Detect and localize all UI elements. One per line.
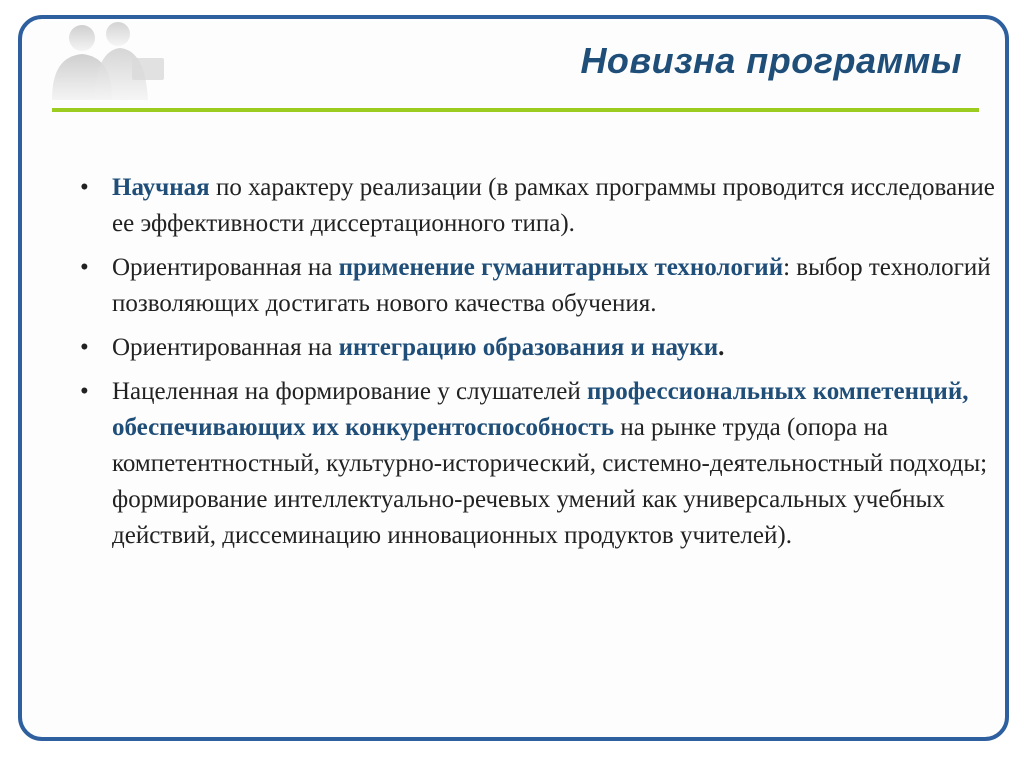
bullet-text: по характеру реализации (в рамках программы проводится исследование ее эффективности диссертационного типа). <box>112 174 995 237</box>
bullet-prefix: Ориентированная на <box>112 334 339 361</box>
bullet-dot: • <box>80 254 89 281</box>
bullet-emphasis: профессиональных компетенций, обеспечивающих их конкурентоспособность <box>112 378 969 441</box>
bullet-list <box>80 170 1000 562</box>
slide-title: Новизна программы <box>580 40 962 81</box>
bullet-emphasis: Научная <box>112 174 210 201</box>
bullet-item <box>80 170 1000 242</box>
bullet-prefix: Нацеленная на формирование у слушателей <box>112 378 587 405</box>
bullet-item <box>80 250 1000 322</box>
title-underline <box>52 108 979 112</box>
bullet-suffix: : выбор технологий позволяющих достигать нового качества обучения. <box>112 254 991 317</box>
bullet-suffix: . <box>718 334 725 361</box>
bullet-dot: • <box>80 378 89 405</box>
bullet-suffix: на рынке труда (опора на компетентностный, культурно-исторический, системно-деятельностный подходы; формирование интеллектуально-речевых умений как универсальных учебных действий, диссеминацию инновационных продуктов учителей). <box>112 414 988 549</box>
bullet-emphasis: интеграцию образования и науки <box>338 334 719 361</box>
bullet-dot: • <box>80 334 89 361</box>
bullet-prefix: Ориентированная на <box>112 254 339 281</box>
bullet-item <box>80 330 1000 366</box>
people-silhouette-icon <box>44 18 166 100</box>
bullet-item <box>80 374 1000 554</box>
bullet-dot: • <box>80 174 89 201</box>
bullet-emphasis: применение гуманитарных технологий <box>338 254 784 281</box>
